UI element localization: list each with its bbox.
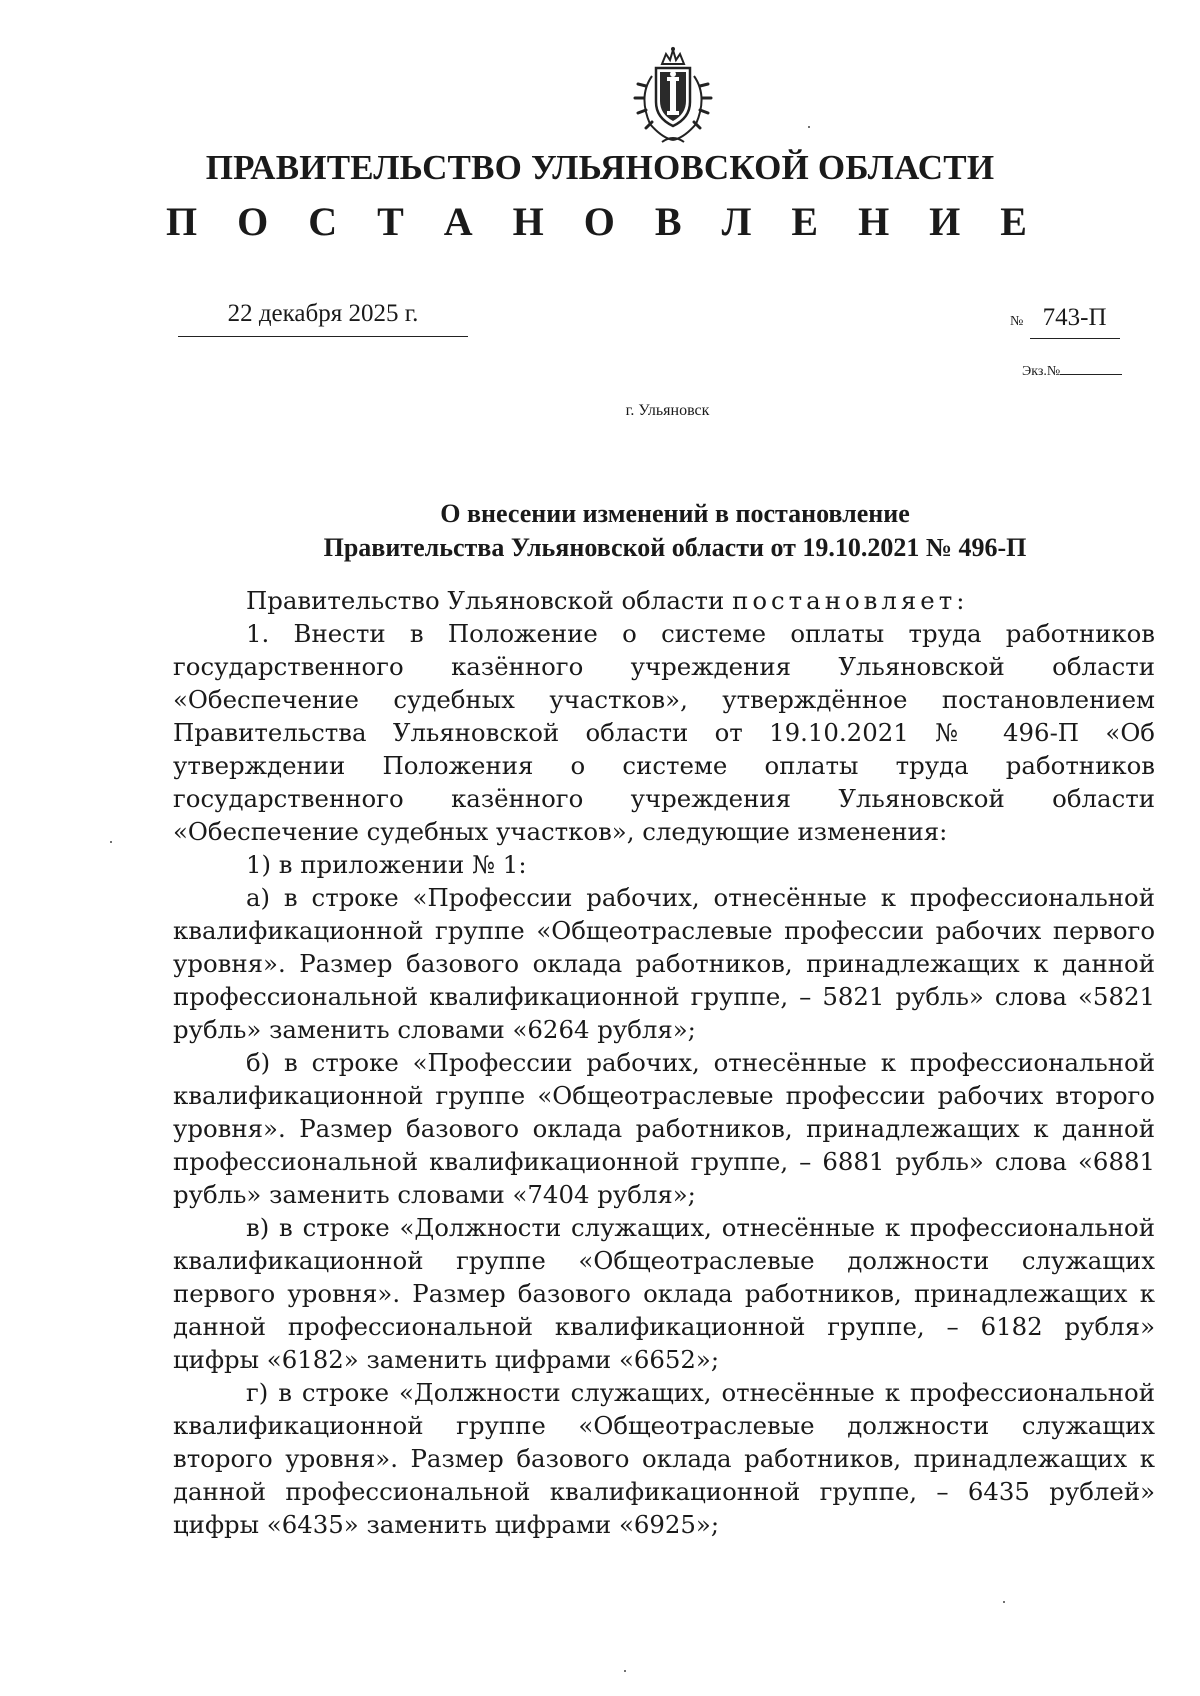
number-label: №	[1010, 314, 1024, 329]
subitem-g-paragraph: г) в строке «Должности служащих, отнесённые к профессиональной квалификационной группе «Общеотраслевые должности служащих второго уровня». Размер базового оклада работников, принадлежащих к данной профессиональной квалификационной группе, – 6435 рублей» цифры «6435» заменить цифрами «6925»;	[173, 1378, 1155, 1539]
document-body	[173, 584, 1155, 1541]
copy-number	[1022, 362, 1122, 380]
subitem-1-paragraph: 1) в приложении № 1:	[246, 850, 527, 879]
number-value: 743-П	[1030, 304, 1120, 339]
subitem-v-paragraph: в) в строке «Должности служащих, отнесённые к профессиональной квалификационной группе «Общеотраслевые должности служащих первого уровня». Размер базового оклада работников, принадлежащих к данной профессиональной квалификационной группе, – 6182 рубля» цифры «6182» заменить цифрами «6652»;	[173, 1213, 1155, 1374]
scan-speck	[624, 1670, 626, 1672]
intro-verb: постановляет	[732, 586, 957, 615]
city: г. Ульяновск	[625, 402, 710, 419]
scan-speck	[808, 126, 810, 128]
scan-speck	[1003, 1601, 1005, 1603]
document-number	[1010, 304, 1120, 339]
organization-name: ПРАВИТЕЛЬСТВО УЛЬЯНОВСКОЙ ОБЛАСТИ	[205, 148, 995, 187]
intro-suffix: :	[956, 586, 965, 615]
coat-of-arms-icon	[618, 46, 728, 146]
title-line-1: О внесении изменений в постановление	[440, 499, 910, 528]
document-title	[175, 497, 1175, 565]
document-type: П О С Т А Н О В Л Е Н И Е	[166, 199, 1042, 244]
subitem-a-paragraph: а) в строке «Профессии рабочих, отнесённые к профессиональной квалификационной группе «Общеотраслевые профессии рабочих первого уровня». Размер базового оклада работников, принадлежащих к данной профессиональной квалификационной группе, – 5821 рубль» слова «5821 рубль» заменить словами «6264 рубля»;	[173, 883, 1155, 1044]
intro-prefix: Правительство Ульяновской области	[246, 586, 725, 615]
subitem-b-paragraph: б) в строке «Профессии рабочих, отнесённые к профессиональной квалификационной группе «Общеотраслевые профессии рабочих второго уровня». Размер базового оклада работников, принадлежащих к данной профессиональной квалификационной группе, – 6881 рубль» слова «6881 рубль» заменить словами «7404 рубля»;	[173, 1048, 1155, 1209]
copy-blank-line	[1060, 362, 1122, 375]
title-line-2: Правительства Ульяновской области от 19.10.2021 № 496-П	[323, 533, 1027, 562]
item-1-paragraph: 1. Внести в Положение о системе оплаты труда работников государственного казённого учреждения Ульяновской области «Обеспечение судебных участков», утверждённое постановлением Правительства Ульяновской области от 19.10.2021 № 496-П «Об утверждении Положения о системе оплаты труда работников государственного казённого учреждения Ульяновской области «Обеспечение судебных участков», следующие изменения:	[173, 619, 1155, 846]
document-date: 22 декабря 2025 г.	[178, 300, 468, 337]
copy-label: Экз.№	[1022, 364, 1061, 379]
scan-speck	[110, 841, 112, 843]
intro-paragraph	[173, 584, 1155, 617]
